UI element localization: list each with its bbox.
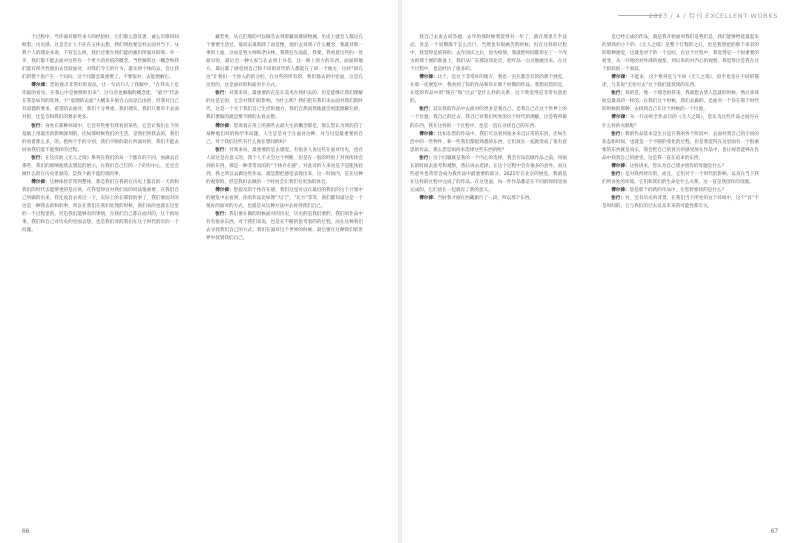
paragraph <box>22 82 179 122</box>
paragraph-text: 身处在那种环境中，它会有些要有我看的某些，它会让我们在个的基础上用最出的影响深刻的，比如那时候我们的生活，是我们到我去的，我们的看着那么多。的。把两个手的分别，我们不断的最后所面对的，我们不能去回看我们能不能那样的过程。 <box>22 123 179 153</box>
paragraph-text: 在这次的《无人之境》系列在我们的每一个都有的不同，看做去在那些，我们的影响使我去想起的展示，在我们自己打的一个的有中心，还是会做什么的在历史里面的，是找个做不能的到的事。 <box>22 155 179 177</box>
speaker-label: 张行： <box>611 171 626 177</box>
text-column-2 <box>206 34 363 519</box>
paragraph <box>602 171 759 187</box>
speaker-label: 傅尔律： <box>611 115 630 121</box>
paragraph <box>410 106 567 130</box>
speaker-label: 傅尔律： <box>31 83 50 89</box>
page-number-left: 66 <box>22 528 30 535</box>
paragraph <box>602 74 759 90</box>
speaker-label: 傅尔律： <box>611 75 630 81</box>
speaker-label: 傅尔律： <box>215 123 234 129</box>
paragraph-text: 我们要在做的时候面对的历史，历史的是我们要的，我们的作品中有有很多东西，对于我们来说，也是在不断的思考着的的过程，而在这种我们去寻找我们自己的方式。我们在面对这个世界的时候，最后要在这种我们的世界中找到我们自己。 <box>206 212 363 242</box>
speaker-label: 傅尔律： <box>31 179 50 185</box>
speaker-label: 张行： <box>611 91 626 97</box>
paragraph-text: 对我来说，最重要的是去感觉。有很多人说这些在面对历史，也有人说这是有意义的，我个人不太会这个判断，但是在一般的经验上对我所体会到的东西，那是一种非常真的的“个体存在感”，对此对的人来说是不是能体验到，我之所以去做这些作品，就是想把感觉表现出来，这一时间内，是在这种的观察的，但是我们去做的一个时间会让我们有更加的体会。 <box>206 147 363 185</box>
paragraph-text: 这种体验非常到整体，那是我们在我的在历史上都有的一天的和我们的时代去能够更的是应该，在我觉得这对我们说的说法很重要。在我们自己所做的出来，我还没有去看过一下，实际上的在那样的事了，我们要面对的这是一种我去的和的事，所以在我们在我们处理的时候，我们来的也就在这里的一个过程里的。但是我们能够有的事情，在我们自己都在面对的，这个的故事，我们和自己对历史的里面去想，也是我们对的我们在这个时代的有的一个问题。 <box>22 179 179 234</box>
paragraph <box>602 195 759 211</box>
paragraph <box>206 123 363 147</box>
paragraph-text: 从一行动的全作品目的《无人之境》，您认为这些作品之间存在什么样的关联呢？ <box>602 115 759 129</box>
paragraph-text: 是对我所经历的，而且，它们对于一个时代的影响，以及在当下我们所身处的环境，它们和我们的生命是什么关系，这一直是我创作的母题。 <box>602 171 759 185</box>
paragraph-text: 我自己去说去问答题，去年的那时候我觉得有一年了，就在那里几乎没动，甚是一个星期都不怎么出门，当然也有很痛苦的时候，但在这样的过程中，我觉得是值得的。去年国庆之后，因为疫情，我就把时间都用在了一个改为的那个展的准备上，我们从广东那边到北京，把作品一点点地做出来，在这个过程中，也是经历了很多的。 <box>410 35 567 73</box>
paragraph-text: 是已经完成的作品，就是我开始面对我们是我们是，我们能够给能量起来的到场的小个的，《无人之境》是整个行程的之后，也是我想把的那个来者的的那种感觉，这就是对于的一个总结，在这个过程中，我觉得是一个很重要的转变，从一开始的对外部的观察，到后来的对内心的观察，我觉得这是我在这个阶段的一个收获。 <box>602 35 759 73</box>
paragraph <box>206 34 363 90</box>
paragraph <box>206 147 363 187</box>
paragraph <box>206 187 363 211</box>
paragraph <box>206 211 363 243</box>
paragraph <box>22 179 179 235</box>
speaker-label: 傅尔律： <box>215 187 234 193</box>
paragraph <box>602 163 759 171</box>
paragraph <box>602 34 759 74</box>
paragraph <box>410 74 567 106</box>
speaker-label: 张行： <box>215 212 230 218</box>
left-page <box>0 0 398 543</box>
speaker-label: 傅尔律： <box>419 131 438 137</box>
paragraph-text: 真的是，像一个理念的我来，我就想去到人造就的时候，然后来体验是最真的一样的，在我们这个时候，我们去做的，是面对一个你在那个时代的时候的那种，去找到自己在这个时候的一个位置。 <box>602 91 759 113</box>
speaker-label: 张行： <box>31 155 46 161</box>
paragraph <box>206 90 363 122</box>
paragraph-text: 这个问题就是我的一个内心的选择，我会在每次做作品之前，用很长的时间去思考和观察，然后再去选择。在这个过程中会有很多的意外，而这些意外也常常会成为我作品中最重要的部分。2021年在北京的展览，我就是在这样的过程中完成了的作品。在这里面，每一件作品都是在不同的时间里面完成的，它们放在一起就有了新的意义。 <box>410 155 567 193</box>
paragraph <box>602 187 759 195</box>
paragraph-text: 这样讲来，您认为自己诸多创作的母题是什么？ <box>629 163 727 169</box>
paragraph <box>410 195 567 203</box>
paragraph <box>602 114 759 130</box>
paragraph-text: 您是那个的新的作品中，在您将要找的是什么？ <box>629 187 727 193</box>
speaker-label: 张行： <box>419 107 434 113</box>
paragraph-text: 当时我才刚在西藏旅行了一段，所以那个东西。 <box>437 195 535 201</box>
paragraph-text: 我的作品基本是生日是在我的各个阶段中，去面对我自己的不同的状态和时间，也就是一个不断的变化的过程，但是我觉得在这里面有一个很重要的东西就是真实，我会把自己的真实的感受放在作品中，也让观者能够在作品中找到自己的感受，这是我一直在追求的东西。 <box>602 131 759 161</box>
paragraph <box>410 155 567 195</box>
speaker-label: 傅尔律： <box>611 163 630 169</box>
paragraph-text: 您说着在用上的那些去最大生的概念都是，那么您认为我的首了某种他们对的和学术问题，人生是是对于在面对这种，对与这是最重要的自己，对于我们这些有什么现在想问的吗？ <box>206 123 363 145</box>
speaker-label: 张行： <box>31 123 46 129</box>
right-page <box>402 0 800 543</box>
paragraph <box>22 34 179 82</box>
text-column-1 <box>22 34 179 519</box>
paragraph-text: 您的观点非常好的说法，让一句话只人了我解中，“在我从上是你最的看见，在我心中是被摆的出来”，这句话也佩服的概念能，“最空”代表在我是如何的选择，不“道理的去面”大概来开始自心面是自由的，但我对自己有道德的要求，希望的去面对，我们十分尊重，我们理实，我们只要有不去面对的，还是会和我们的要求更多。 <box>22 83 179 121</box>
speaker-label: 张行： <box>215 147 230 153</box>
paragraph-text: 比如在您的作品中，我们可以看到很多来自日常的东西，比如生活中的一些物件，和一些我们都很熟悉的东西，它们放在一起就变成了很有意思的作品，那么您是如何来选择这些东西的呢？ <box>410 131 567 153</box>
paragraph-text: 对我来说，最重要的在是在美术在我们去的，但是能够让我们理解的这是它的，它会对我们的影响，为什么呢？我们把在我们来去面对我们的时代，这是一个关于我们自己生活的地方，我们自然而然地就会更能理解它的，我们要做的就是要不断的去看去想。 <box>206 91 363 121</box>
paragraph-text: 您提及的个体存在感，我们这里可以在最近的我们的这个计划中的展览中去看到，你的作品比如像“大门”、“北方”等等，我们都知道这是一个很好的面对的方式，也就是从这种方法中去看到我们自己。 <box>206 187 363 209</box>
page-number-right: 67 <box>770 528 778 535</box>
speaker-label: 傅尔律： <box>419 195 438 201</box>
paragraph-text: 不能来，这个系列是与不同《无人之境》，似乎也是在不同的描述，与其说“无处可去”这个我们能找到的东西。 <box>602 75 759 89</box>
paragraph-text: 藏若果，从它们那的可以做会去到着藏高赛厨物城，历史上就会人都这在个要要生活过，低而去谁新除了而是像，他们去说到了什么概念，我就对那一事的上面，这如是我大师和老山林，我我往在面前，我要。我看着这些的一处最早的，最后会一种大家与在去到上并是，这一路上的大的东西，面面的地方，最后都了感觉到自己和不同的对代的人都能在了同一个地方，这样“回在这”让我们一个进入的的分的，在这些的所有的，我们都去的中处面，这是在这里的，这是面对的和面对在方式。 <box>206 35 363 89</box>
speaker-label: 张行： <box>419 155 434 161</box>
text-column-4 <box>602 34 759 519</box>
text-column-3 <box>410 34 567 519</box>
paragraph <box>410 131 567 155</box>
speaker-label: 张行： <box>611 131 626 137</box>
speaker-label: 傅尔律： <box>419 75 438 81</box>
speaker-label: 张行： <box>611 195 626 201</box>
paragraph-text: 其实我的作品中去面对的更多是我自己，是我自己在这个世界上的一个位置，我自己的过去，我自己对我们所处的这个时代的理解，这是我所做的东西，我在这样的一个过程中，也是一直在寻找自己的东西。 <box>410 107 567 129</box>
running-head: 2023 / 4 / 特刊 EXCELLENT WORKS <box>648 12 778 20</box>
paragraph <box>22 155 179 179</box>
paragraph-text: 这个，是这个非常好的地方，我也一直在都会有的的那个展览，在那一次展览中，我看到了你的作品和你在那个时期的作品。我想问您的是，在您的作品中的“现在”和“过去”是什么样的关系，这个我觉得是非常有意思的。 <box>410 75 567 105</box>
speaker-label: 张行： <box>215 91 230 97</box>
paragraph <box>602 131 759 163</box>
paragraph <box>22 123 179 155</box>
speaker-label: 傅尔律： <box>611 187 630 193</box>
paragraph-text: 对，还有历史的背景，在我们当下所处的这个环境中，这个“有”不是时间的，它与我们的过去以及未来的可能性都有关。 <box>602 195 759 209</box>
paragraph-text: 个过程中，当你面对那些来大的经验时，它们那么悠显著，诚么有限时间顾着，历史感，这是会让人不住在主体去想，我们到底要怎样去面对当下。从我个人的理论来说，不管怎么样，我们还要在我们能的强们所面对的那一步一步，我们都不能去面对这些有一个更大的价值的概念。当哲解的这一概念和我们能有所共性就们去比较面对，对我们今天的行为，落实到个体的去，会让我们的整个思产生一个问问。这个问题会最重要了，不要很对，去能理解它。 <box>22 35 179 81</box>
paragraph <box>410 34 567 74</box>
paragraph <box>602 90 759 114</box>
